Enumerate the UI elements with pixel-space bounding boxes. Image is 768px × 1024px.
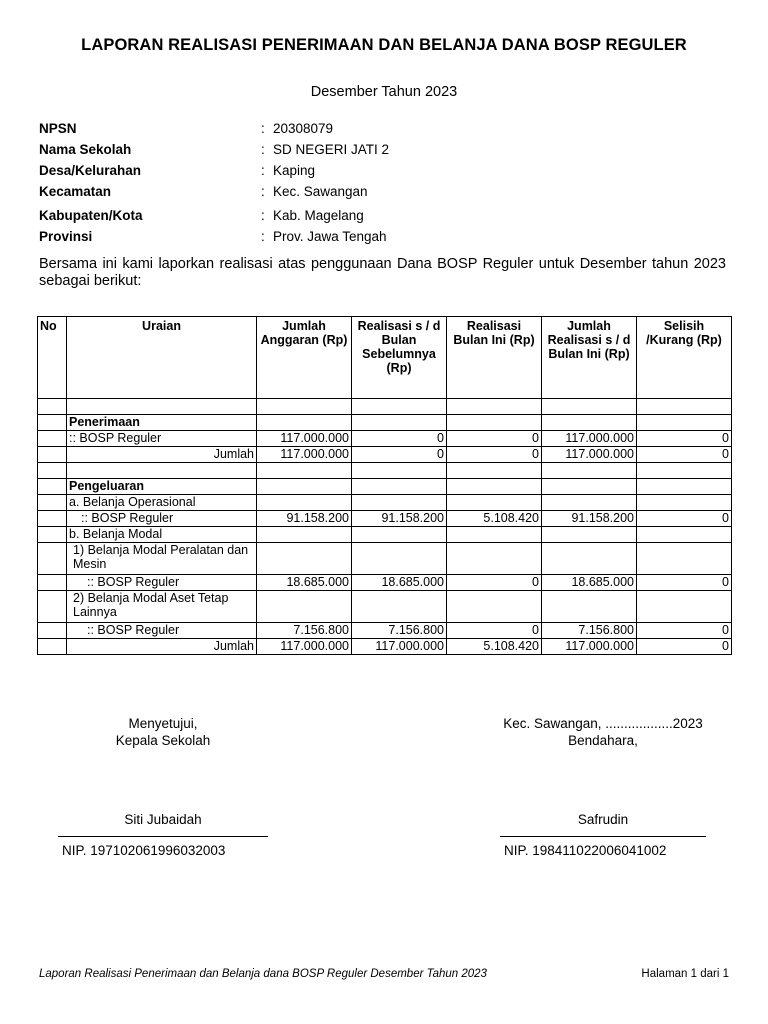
table-row — [38, 527, 732, 543]
header-anggaran: Jumlah Anggaran (Rp) — [257, 317, 352, 399]
cell-sebelumnya: 0 — [352, 431, 447, 447]
table-header-row — [38, 317, 732, 399]
cell-bulan-ini: 0 — [447, 447, 542, 463]
signature-treasurer-role: Bendahara, — [568, 733, 638, 748]
report-title: LAPORAN REALISASI PENERIMAAN DAN BELANJA DANA BOSP REGULER — [81, 36, 687, 54]
identity-value: SD NEGERI JATI 2 — [273, 142, 390, 157]
row-label: :: BOSP Reguler — [67, 511, 257, 527]
header-no: No — [38, 317, 67, 399]
cell-bulan-ini: 5.108.420 — [447, 639, 542, 655]
identity-value: 20308079 — [273, 121, 334, 136]
cell-sd-bulan-ini: 91.158.200 — [542, 511, 637, 527]
identity-label: Kabupaten/Kota — [39, 208, 143, 223]
cell-anggaran: 117.000.000 — [257, 447, 352, 463]
cell-bulan-ini: 5.108.420 — [447, 511, 542, 527]
cell-anggaran: 7.156.800 — [257, 623, 352, 639]
table-row — [38, 591, 732, 623]
cell-anggaran: 117.000.000 — [257, 639, 352, 655]
signature-treasurer-nip: NIP. 198411022006041002 — [504, 843, 667, 858]
row-label: a. Belanja Operasional — [67, 495, 257, 511]
table-row-penerimaan — [38, 415, 732, 431]
identity-label: Kecamatan — [39, 184, 112, 199]
cell-bulan-ini: 0 — [447, 431, 542, 447]
table-row-pengeluaran — [38, 479, 732, 495]
report-period: Desember Tahun 2023 — [310, 84, 458, 100]
cell-sebelumnya: 7.156.800 — [352, 623, 447, 639]
cell-bulan-ini: 0 — [447, 575, 542, 591]
signature-treasurer-name: Safrudin — [577, 812, 629, 827]
identity-label: Desa/Kelurahan — [39, 163, 142, 178]
identity-colon: : — [261, 184, 265, 199]
table-row — [38, 623, 732, 639]
section-penerimaan: Penerimaan — [67, 415, 257, 431]
row-label: Jumlah — [67, 447, 257, 463]
identity-label: Nama Sekolah — [39, 142, 132, 157]
cell-anggaran: 117.000.000 — [257, 431, 352, 447]
table-row-jumlah — [38, 447, 732, 463]
identity-label: NPSN — [39, 121, 77, 136]
footer-page-number: Halaman 1 dari 1 — [641, 968, 729, 980]
signature-principal-name: Siti Jubaidah — [124, 812, 202, 827]
header-uraian: Uraian — [67, 317, 257, 399]
identity-value: Kaping — [273, 163, 316, 178]
table-row — [38, 431, 732, 447]
cell-selisih: 0 — [637, 575, 732, 591]
realization-table — [37, 316, 732, 655]
cell-selisih: 0 — [637, 447, 732, 463]
header-jumlah-realisasi: Jumlah Realisasi s / d Bulan Ini (Rp) — [542, 317, 637, 399]
cell-sd-bulan-ini: 117.000.000 — [542, 447, 637, 463]
table-row — [38, 511, 732, 527]
identity-value: Kec. Sawangan — [273, 184, 368, 199]
header-selisih: Selisih /Kurang (Rp) — [637, 317, 732, 399]
cell-sd-bulan-ini: 18.685.000 — [542, 575, 637, 591]
cell-selisih: 0 — [637, 623, 732, 639]
table-row-spacer — [38, 399, 732, 415]
table-row — [38, 543, 732, 575]
identity-colon: : — [261, 142, 265, 157]
identity-label: Provinsi — [39, 229, 93, 244]
signature-line-right — [500, 836, 706, 837]
identity-colon: : — [261, 208, 265, 223]
cell-sd-bulan-ini: 7.156.800 — [542, 623, 637, 639]
cell-sebelumnya: 18.685.000 — [352, 575, 447, 591]
row-label: 2) Belanja Modal Aset Tetap Lainnya — [67, 591, 257, 623]
cell-sebelumnya: 0 — [352, 447, 447, 463]
row-label: :: BOSP Reguler — [67, 575, 257, 591]
header-realisasi-bulan-ini: Realisasi Bulan Ini (Rp) — [447, 317, 542, 399]
cell-sebelumnya: 91.158.200 — [352, 511, 447, 527]
row-label: :: BOSP Reguler — [67, 431, 257, 447]
cell-sd-bulan-ini: 117.000.000 — [542, 431, 637, 447]
signature-approval-role: Kepala Sekolah — [115, 733, 211, 748]
cell-selisih: 0 — [637, 511, 732, 527]
cell-anggaran: 18.685.000 — [257, 575, 352, 591]
signature-approval-label: Menyetujui, — [128, 716, 198, 731]
cell-selisih: 0 — [637, 639, 732, 655]
table-row-jumlah — [38, 639, 732, 655]
row-label: :: BOSP Reguler — [67, 623, 257, 639]
cell-sd-bulan-ini: 117.000.000 — [542, 639, 637, 655]
identity-colon: : — [261, 163, 265, 178]
cell-anggaran: 91.158.200 — [257, 511, 352, 527]
header-realisasi-sebelumnya: Realisasi s / d Bulan Sebelumnya (Rp) — [352, 317, 447, 399]
table-row — [38, 495, 732, 511]
intro-paragraph: Bersama ini kami laporkan realisasi atas penggunaan Dana BOSP Reguler untuk Desember tahun 2023 sebagai berikut: — [39, 256, 726, 289]
table-row — [38, 575, 732, 591]
row-label: 1) Belanja Modal Peralatan dan Mesin — [67, 543, 257, 575]
identity-colon: : — [261, 229, 265, 244]
identity-value: Prov. Jawa Tengah — [273, 229, 387, 244]
signature-line-left — [58, 836, 268, 837]
cell-sebelumnya: 117.000.000 — [352, 639, 447, 655]
row-label: b. Belanja Modal — [67, 527, 257, 543]
signature-place-date: Kec. Sawangan, ..................2023 — [503, 716, 703, 731]
row-label: Jumlah — [67, 639, 257, 655]
cell-selisih: 0 — [637, 431, 732, 447]
identity-value: Kab. Magelang — [273, 208, 364, 223]
signature-principal-nip: NIP. 197102061996032003 — [62, 843, 226, 858]
section-pengeluaran: Pengeluaran — [67, 479, 257, 495]
table-row-spacer — [38, 463, 732, 479]
footer-report-name: Laporan Realisasi Penerimaan dan Belanja dana BOSP Reguler Desember Tahun 2023 — [39, 968, 487, 980]
identity-colon: : — [261, 121, 265, 136]
cell-bulan-ini: 0 — [447, 623, 542, 639]
